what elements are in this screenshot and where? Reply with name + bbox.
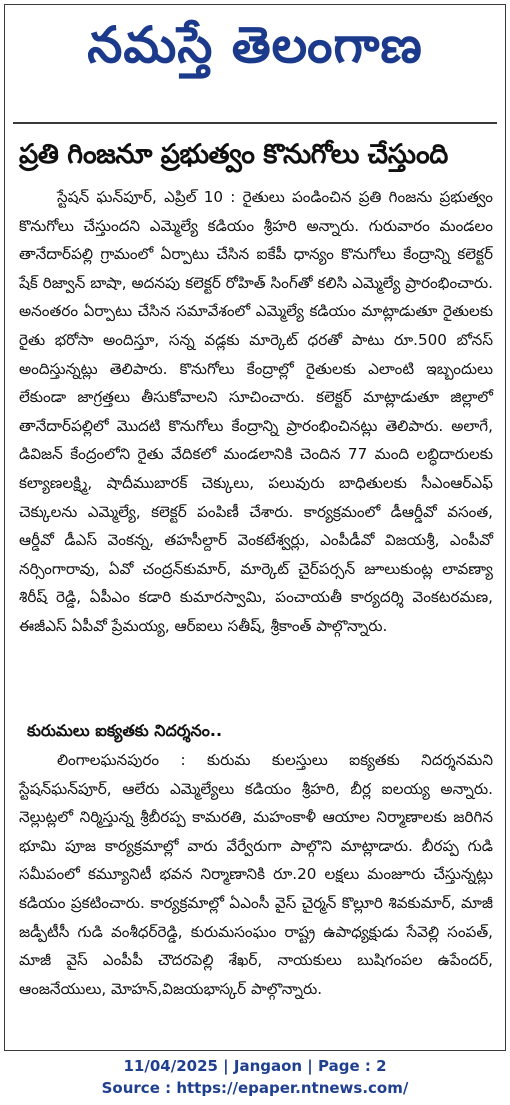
section-body [19,746,493,1026]
section-dateline: లింగాలఘనపురం : [57,751,186,769]
article-dateline: స్టేషన్ ఘన్‌పూర్, ఎప్రిల్ 10 : [57,188,236,206]
source-line: Source : https://epaper.ntnews.com/ [101,1079,409,1097]
article-body-text: రైతులు పండించిన ప్రతి గింజను ప్రభుత్వం కొనుగోలు చేస్తుందని ఎమ్మెల్యే కడియం శ్రీహరి అన్నారు. గురువారం మండలం తానేదార్‌పల్లి గ్రామంలో ఏర్పాటు చేసిన ఐకేపీ ధాన్యం కొనుగోలు కేంద్రాన్ని కలెక్టర్ షేక్ రిజ్వాన్ బాషా, అదనపు కలెక్టర్ రోహిత్ సింగ్‌తో కలిసి ఎమ్మెల్యే ప్రారంభించారు. అనంతరం ఏర్పాటు చేసిన సమావేశంలో ఎమ్మెల్యే కడియం మాట్లాడుతూ రైతులకు రైతు భరోసా అందిస్తూ, సన్న వడ్లకు మార్కెట్ ధరతో పాటు రూ.500 బోనస్ అందిస్తున్నట్లు తెలిపారు. కొనుగోలు కేంద్రాల్లో రైతులకు ఎలాంటి ఇబ్బందులు లేకుండా జాగ్రత్తలు తీసుకోవాలని సూచించారు. కలెక్టర్ మాట్లాడుతూ జిల్లాలో తానేదార్‌పల్లిలో మొదటి కొనుగోలు కేంద్రాన్ని ప్రారంభించినట్లు తెలిపారు. అలాగే, డివిజన్ కేంద్రంలోని రైతు వేదికలో మండలానికి చెందిన 77 మంది లబ్ధిదారులకు కల్యాణలక్ష్మి, షాదీముబారక్ చెక్కులు, పలువురు బాధితులకు సీఎంఆర్‌ఎఫ్ చెక్కులను ఎమ్మెల్యే, కలెక్టర్ పంపిణీ చేశారు. కార్యక్రమంలో డీఆర్డీవో వసంత, ఆర్డీవో డీఎస్ వెంకన్న, తహసీల్దార్ వెంకటేశ్వర్లు, ఎంపీడీవో విజయశ్రీ, ఎంపీవో నర్సింగారావు, ఏవో చంద్రన్‌కుమార్, మార్కెట్ చైర్‌పర్సన్ జూలుకుంట్ల లావణ్యా శిరీష్ రెడ్డి, ఏపీఎం కడారి కుమారస్వామి, పంచాయతీ కార్యదర్శి వెంకటరమణ, ఈజీఎస్ ఏపీవో ప్రేమయ్య, ఆర్‌ఐలు సతీష్, శ్రీకాంత్ పాల్గొన్నారు. [19,188,494,635]
masthead-divider [13,122,497,124]
edition-info: 11/04/2025 | Jangaon | Page : 2 [123,1057,387,1075]
section-subheading: కురుమలు ఐక్యతకు నిదర్శనం.. [27,721,223,740]
newspaper-clipping [4,4,506,1051]
article-headline: ప్రతి గింజనూ ప్రభుత్వం కొనుగోలు చేస్తుంది [19,139,448,170]
newspaper-masthead: నమస్తే తెలంగాణ [87,16,423,74]
section-body-text: కురుమ కులస్తులు ఐక్యతకు నిదర్శనమని స్టేషన్‌ఘన్‌పూర్, ఆలేరు ఎమ్మెల్యేలు కడియం శ్రీహరి, బీర్ల ఐలయ్య అన్నారు. నెల్లుట్లలో నిర్మిస్తున్న శ్రీబీరప్ప కామరతి, మహంకాళీ ఆయాల నిర్మాణాలకు జరిగిన భూమి పూజ కార్యక్రమాల్లో వారు వేర్వేరుగా పాల్గొని మాట్లాడారు. బీరప్ప గుడి సమీపంలో కమ్యూనిటీ భవన నిర్మాణానికి రూ.20 లక్షలు మంజూరు చేస్తున్నట్లు కడియం ప్రకటించారు. కార్యక్రమాల్లో ఏఎంసీ వైస్ చైర్మన్ కొల్లూరి శివకుమార్, మాజీ జడ్పీటీసీ గుడి వంశీధర్‌రెడ్డి, కురుమసంఘం రాష్ట్ర ఉపాధ్యక్షుడు సేవెల్లి సంపత్, మాజీ వైస్ ఎంపీపీ చౌదరపెల్లి శేఖర్, నాయకులు బుషిగంపల ఉపేందర్, ఆంజనేయులు, మోహన్,విజయభాస్కర్ పాల్గొన్నారు. [19,751,493,998]
article-body [19,183,493,719]
